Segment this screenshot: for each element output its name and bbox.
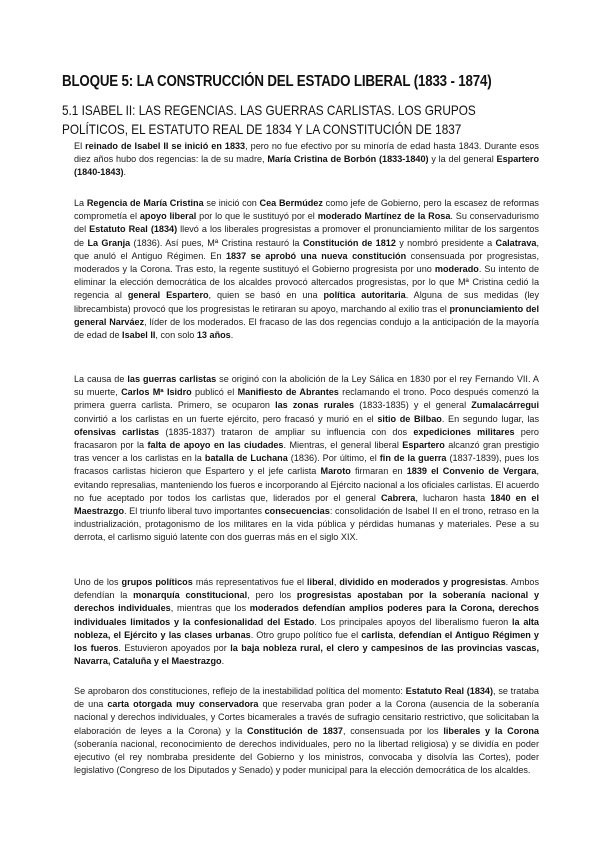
- bold-run: Espartero: [496, 154, 540, 165]
- bold-run: las guerras carlistas: [127, 374, 217, 384]
- text-run: (1836). Por último, el: [287, 453, 380, 464]
- bold-run: fin de la guerra: [379, 453, 447, 464]
- text-run: , mientras que los: [170, 603, 250, 614]
- text-run: (1833-1835) y el general: [354, 400, 472, 411]
- text-run: , consensuada por los: [342, 725, 444, 736]
- bold-run: Cea Bermúdez: [259, 198, 323, 208]
- bold-run: La Granja: [87, 237, 131, 248]
- bold-run: carlista: [361, 629, 394, 640]
- text-run: alcanzó gran prestigio tras vencer a los carlistas en la: [74, 440, 540, 464]
- text-run: (soberanía nacional, reconocimiento de derechos individuales, pero no la libertad religiosa) y se dividía en poder ejecutivo (el rey nombraba presidente del Gobierno y los ministros, convocaba y disolvía las Cortes), poder legislativo (Congreso de los Diputados y Senado) y poder municipal para la elección democrática de los alcaldes.: [74, 738, 539, 776]
- bold-run: consecuencias: [264, 506, 330, 517]
- bold-run: progresistas apostaban por la soberanía nacional y derechos individuales: [74, 590, 540, 614]
- bold-run: reinado de Isabel II se inició en 1833: [85, 141, 246, 151]
- text-run: . Mientras, el general liberal: [283, 440, 403, 451]
- text-run: , se trataba de una: [74, 686, 539, 710]
- bold-run: Constitución de 1837: [247, 725, 343, 736]
- section-heading: 5.1 ISABEL II: LAS REGENCIAS. LAS GUERRAS CARLISTAS. LOS GRUPOS POLÍTICOS, EL ESTATUTO REAL DE 1834 Y LA CONSTITUCIÓN DE 1837: [62, 102, 476, 137]
- bold-run: 1837 se aprobó una nueva constitución: [225, 250, 407, 261]
- text-run: más representativos fue el: [192, 577, 308, 587]
- bold-run: moderado Martínez de la Rosa: [317, 211, 451, 222]
- bold-run: general Espartero: [127, 290, 209, 301]
- text-run: , lucharon hasta: [415, 492, 491, 503]
- page-title: BLOQUE 5: LA CONSTRUCCIÓN DEL ESTADO LIBERAL (1833 - 1874): [62, 73, 492, 90]
- bold-run: grupos políticos: [121, 577, 193, 587]
- text-run: (1836). Así pues, Mª Cristina restauró la: [130, 237, 303, 248]
- bold-run: 1839 el Convenio de Vergara: [406, 466, 537, 477]
- text-run: (1837-1839), pues los fracasos carlistas hicieron que Espartero y el jefe carlista: [74, 453, 539, 477]
- text-run: y la del general: [428, 154, 497, 165]
- text-run: publicó el: [191, 387, 238, 398]
- bold-run: las zonas rurales: [275, 400, 355, 411]
- text-run: , con solo: [155, 330, 197, 341]
- paragraph-guerras-carlistas: [74, 373, 539, 545]
- bold-run: moderado: [434, 264, 479, 275]
- text-run: convirtió a los carlistas en un fuerte ejército, pero fracasó y murió en el: [74, 413, 378, 424]
- bold-run: Manifiesto de Abrantes: [237, 387, 339, 398]
- text-run: se inició con: [203, 198, 260, 208]
- text-run: . Su intento de eliminar la elección democrática de los alcaldes provocó altercados progresistas, por lo que Mª Cristina cedió la regencia al: [74, 264, 539, 301]
- bold-run: moderados defendían amplios poderes para la Corona, derechos individuales limitados y la confesionalidad del Estado: [74, 603, 539, 627]
- bold-run: Zumalacárregui: [471, 400, 539, 411]
- bold-run: la alta nobleza, el Ejército y las clases urbanas: [74, 616, 539, 640]
- bold-run: (1833-1840): [379, 154, 429, 165]
- paragraph-regencia: [74, 197, 539, 342]
- bold-run: María Cristina de Borbón: [267, 154, 377, 165]
- bold-run: la baja nobleza rural, el clero y campesinos de las provincias vascas, Navarra, Cataluña y el Maestrazgo: [74, 643, 539, 667]
- text-run: consensuada por progresistas, moderados y la Corona. Tras esto, la regente sustituyó el Gobierno progresista por uno: [74, 250, 539, 275]
- text-run: reclamando el trono. Poco después comenzó la primera guerra carlista. Primero, se ocuparon: [74, 387, 539, 411]
- bold-run: Estatuto Real: [89, 224, 148, 235]
- bold-run: carta otorgada muy conservadora: [107, 699, 259, 710]
- bold-run: Regencia de María Cristina: [86, 198, 204, 208]
- text-run: se originó con la abolición de la Ley Sálica en 1830 por el rey Fernando VII. A su muerte,: [74, 374, 539, 398]
- text-run: . Ambos defendían la: [74, 577, 539, 601]
- text-run: Se aprobaron dos constituciones, reflejo de la inestabilidad política del momento:: [74, 686, 406, 696]
- bold-run: batalla de Luchana: [204, 453, 288, 464]
- bold-run: (1840-1843): [74, 167, 124, 178]
- bold-run: liberal: [307, 577, 334, 587]
- text-run: , que anuló el Antiguo Régimen. En: [74, 237, 539, 261]
- bold-run: Calatrava: [495, 237, 537, 248]
- bold-run: dividido en moderados y progresistas: [339, 577, 506, 587]
- text-run: que reservaba gran poder a la Corona (ausencia de la soberanía nacional y derechos individuales, y Cortes bicamerales a través de sufragio censitario restrictivo, que solicitaban la elaboración de leyes a la Corona) y la: [74, 699, 540, 736]
- text-run: Uno de los: [74, 577, 122, 587]
- text-run: La causa de: [74, 374, 128, 384]
- bold-run: Carlos Mª Isidro: [121, 387, 192, 398]
- bold-run: Estatuto Real: [405, 686, 464, 696]
- bold-run: Constitución de 1812: [302, 237, 396, 248]
- text-run: , pero no fue efectivo por su minoría de edad hasta 1843. Durante esos diez años hubo dos regencias: la de su madre,: [74, 141, 539, 165]
- text-run: por lo que le sustituyó por el: [196, 211, 318, 222]
- bold-run: (1834): [466, 686, 494, 696]
- text-run: : consolidación de Isabel II en el trono, retraso en la industrialización, protagonismo de los militares en la vida pública y pérdidas humanas y materiales. Pese a su derrota, el carlismo siguió latente con dos guerras más en el siglo XIX.: [74, 506, 539, 543]
- text-run: pero fracasaron por la: [74, 426, 539, 451]
- text-run: firmaran en: [350, 466, 407, 477]
- bold-run: expediciones militares: [413, 426, 515, 437]
- paragraph-constituciones: [74, 685, 539, 777]
- text-run: La: [74, 198, 87, 208]
- bold-run: sitio de Bilbao: [377, 413, 442, 424]
- bold-run: monarquía constitucional: [133, 590, 248, 601]
- text-run: El: [74, 141, 86, 151]
- text-run: . Estuvieron apoyados por: [118, 643, 231, 654]
- bold-run: defendían el Antiguo Régimen y los fueros: [74, 629, 539, 654]
- text-run: . En segundo lugar, las: [441, 413, 539, 424]
- text-run: llevó a los liberales progresistas a promover el pronunciamiento militar de los sargentos de: [74, 224, 539, 248]
- text-run: , quien se basó en una: [208, 290, 324, 301]
- text-run: . Los principales apoyos del liberalismo fueron: [314, 616, 512, 627]
- bold-run: liberales y la Corona: [443, 725, 539, 736]
- text-run: . Alguna de sus medidas (ley librecambista) provocó que los progresistas le retiraran su apoyo, marchando al exilio tras el: [74, 290, 539, 314]
- paragraph-grupos-politicos: [74, 576, 539, 668]
- paragraph-reinado: [74, 140, 539, 180]
- bold-run: Isabel II: [122, 330, 156, 341]
- text-run: ,: [393, 629, 399, 640]
- text-run: . Otro grupo político fue el: [250, 629, 362, 640]
- bold-run: ofensivas carlistas: [74, 426, 160, 437]
- text-run: . Su conservadurismo del: [74, 211, 539, 235]
- bold-run: pronunciamiento del general Narváez: [74, 303, 539, 327]
- text-run: (1835-1837) trataron de ampliar su influencia con dos: [159, 426, 414, 437]
- bold-run: 1840 en el Maestrazgo: [74, 492, 539, 517]
- bold-run: Espartero: [402, 440, 445, 451]
- text-run: .: [221, 656, 225, 667]
- text-run: .: [123, 167, 127, 178]
- text-run: y nombró presidente a: [395, 237, 496, 248]
- text-run: , pero los: [247, 590, 297, 601]
- text-run: . El triunfo liberal tuvo importantes: [124, 506, 265, 517]
- bold-run: (1834): [150, 224, 178, 235]
- text-run: como jefe de Gobierno, pero la escasez de reformas comprometía el: [74, 198, 539, 222]
- text-run: ,: [333, 577, 340, 587]
- bold-run: falta de apoyo en las ciudades: [147, 440, 284, 451]
- bold-run: 13 años: [196, 330, 231, 341]
- bold-run: apoyo liberal: [139, 211, 197, 222]
- bold-run: política autoritaria: [323, 290, 406, 301]
- text-run: , líder de los moderados. El fracaso de las dos regencias condujo a la anticipación de la mayoría de edad de: [74, 316, 539, 341]
- text-run: , evitando represalias, manteniendo los fueros e incorporando al Ejército nacional a los oficiales carlistas. El acuerdo no fue aceptado por todos los carlistas que, liderados por el general: [74, 466, 540, 503]
- text-run: .: [230, 330, 234, 341]
- bold-run: Cabrera: [380, 492, 416, 503]
- bold-run: Maroto: [320, 466, 351, 477]
